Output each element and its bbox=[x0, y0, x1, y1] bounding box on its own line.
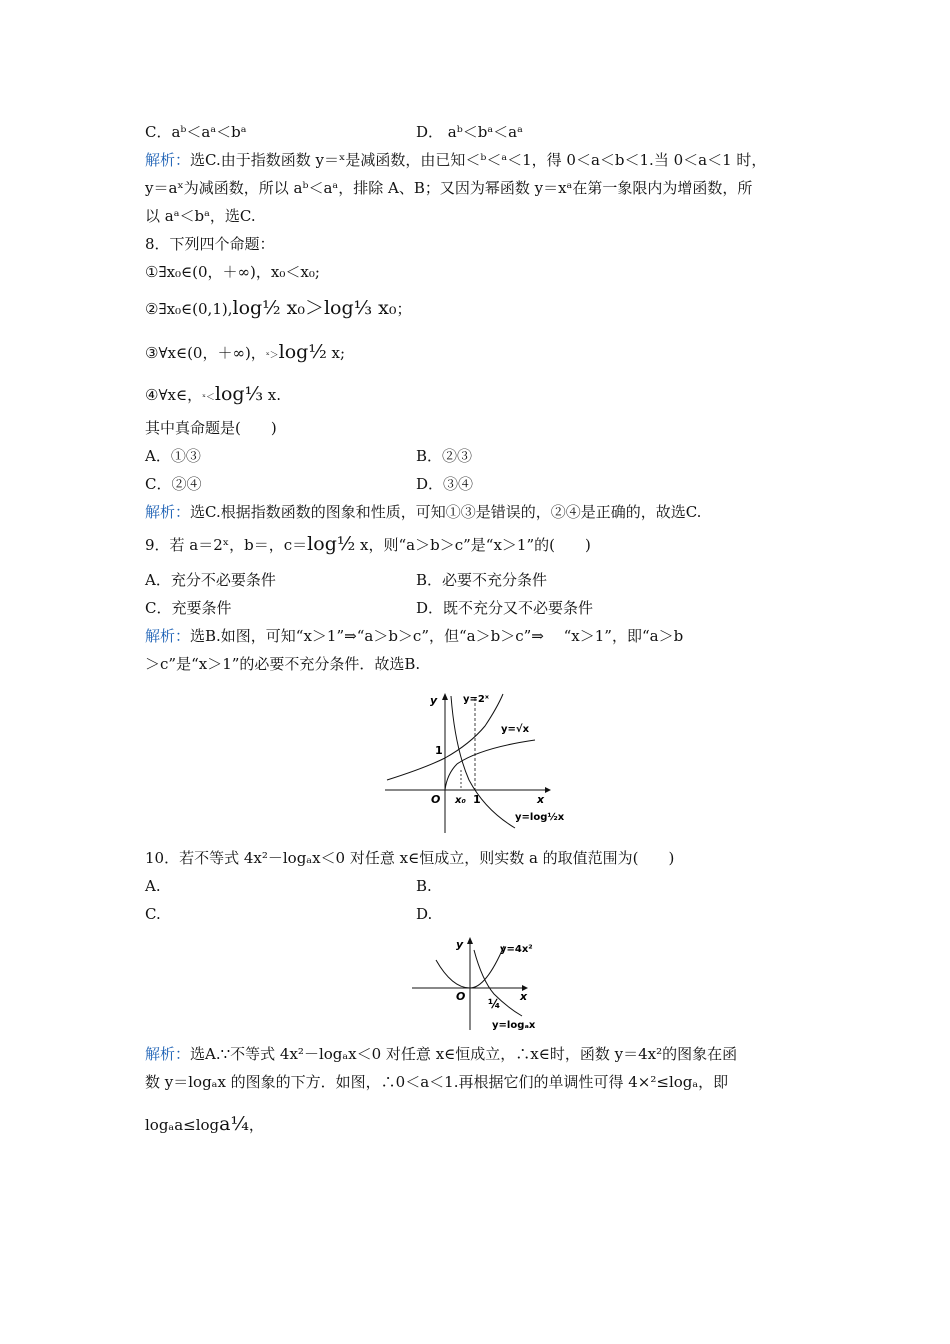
solution-label: 解析： bbox=[145, 151, 191, 169]
q9-stem-part-2: x，则“a＞b＞c”是“x＞1”的( ) bbox=[355, 536, 591, 554]
q8-proposition-1: ①∃x₀∈(0，＋∞)，x₀＜x₀; bbox=[145, 263, 320, 281]
q9-solution-line-1 bbox=[145, 626, 683, 646]
quarter-label: ¼ bbox=[488, 997, 501, 1011]
q8-option-c: C．②④ bbox=[145, 475, 202, 493]
q7-option-d: D． aᵇ＜bᵃ＜aᵃ bbox=[416, 123, 523, 141]
q8-p2-prefix: ②∃x₀∈(0,1), bbox=[145, 300, 233, 318]
x-axis-label: x bbox=[520, 990, 528, 1003]
q7-solution-line-3: 以 aᵃ＜bᵃ，选C. bbox=[145, 207, 256, 225]
origin-label: O bbox=[431, 793, 441, 806]
y-axis-label: y bbox=[430, 694, 438, 707]
q10-option-a: A. bbox=[145, 877, 161, 895]
q10-solution-comma: ， bbox=[248, 1116, 264, 1134]
q9-function-graph bbox=[385, 688, 565, 836]
curve-quad-label: y=4x² bbox=[500, 944, 533, 955]
q8-proposition-3 bbox=[145, 342, 345, 366]
q8-option-d: D．③④ bbox=[416, 475, 474, 493]
q8-p3-log: log½ bbox=[278, 341, 327, 363]
q9-solution-line-2: ＞c”是“x＞1”的必要不充分条件．故选B. bbox=[145, 655, 421, 673]
q8-option-a: A．①③ bbox=[145, 447, 201, 465]
x-axis-label: x bbox=[537, 793, 545, 806]
q10-option-b: B. bbox=[416, 877, 432, 895]
q9-option-b: B．必要不充分条件 bbox=[416, 571, 548, 589]
q10-solution-line-2: 数 y＝logₐx 的图象的下方．如图，∴0＜a＜1.再根据它们的单调性可得 4×²≤logₐ，即 bbox=[145, 1073, 729, 1091]
solution-label: 解析： bbox=[145, 503, 191, 521]
curve-exp-label: y=2ˣ bbox=[463, 694, 489, 705]
q9-option-c: C．充要条件 bbox=[145, 599, 232, 617]
q8-p4-log: log⅓ bbox=[214, 383, 263, 405]
q10-option-c: C. bbox=[145, 905, 161, 923]
q7-solution-text-1: 选C.由于指数函数 y＝ˣ是减函数，由已知＜ᵇ＜ᵃ＜1，得 0＜a＜b＜1.当 0＜a＜1 时， bbox=[190, 151, 767, 169]
solution-label: 解析： bbox=[145, 627, 191, 645]
curve-sqrt-label: y=√x bbox=[501, 724, 530, 735]
q9-stem bbox=[145, 534, 591, 555]
q8-p3-power: ˣ＞ bbox=[265, 351, 279, 361]
q10-stem: 10．若不等式 4x²－logₐx＜0 对任意 x∈恒成立，则实数 a 的取值范围为( ) bbox=[145, 849, 675, 867]
x-axis-arrow-icon bbox=[545, 787, 551, 793]
q10-solution-line-1 bbox=[145, 1044, 737, 1064]
curve-log-label: y=logₐx bbox=[492, 1020, 536, 1031]
q8-p2-formula: log½ x₀＞log⅓ x₀ bbox=[232, 297, 397, 319]
q9-option-d: D．既不充分又不必要条件 bbox=[416, 599, 594, 617]
q8-proposition-2 bbox=[145, 298, 411, 319]
q9-option-a: A．充分不必要条件 bbox=[145, 571, 276, 589]
q8-p2-suffix: ； bbox=[396, 300, 412, 318]
q9-stem-log: log½ bbox=[307, 533, 356, 555]
q8-p4-power: ˣ＜ bbox=[202, 393, 215, 403]
origin-label: O bbox=[456, 990, 466, 1003]
q9-solution-text-1: 选B.如图，可知“x＞1”⇒“a＞b＞c”，但“a＞b＞c”⇒ “x＞1”，即“a＞b bbox=[190, 627, 684, 645]
q7-solution-line-2: y＝aˣ为减函数，所以 aᵇ＜aᵃ，排除 A、B；又因为幂函数 y＝xᵃ在第一象限内为增函数，所 bbox=[145, 179, 753, 197]
q10-option-d: D. bbox=[416, 905, 433, 923]
x0-label: x₀ bbox=[455, 795, 466, 806]
q8-question: 其中真命题是( ) bbox=[145, 419, 277, 437]
q8-proposition-4 bbox=[145, 384, 281, 408]
q10-solution-log: logₐa≤log bbox=[145, 1116, 220, 1134]
q8-p4-suffix: x. bbox=[263, 386, 281, 404]
q7-solution-line-1 bbox=[145, 150, 766, 170]
q10-solution-text-1: 选A.∵不等式 4x²－logₐx＜0 对任意 x∈恒成立，∴x∈时，函数 y＝4x²的图象在函 bbox=[190, 1045, 738, 1063]
q10-solution-power: a¼ bbox=[219, 1113, 249, 1135]
y-axis-label: y bbox=[456, 938, 464, 951]
y-axis-arrow-icon bbox=[442, 693, 448, 700]
x-one-label: 1 bbox=[473, 793, 481, 806]
solution-label: 解析： bbox=[145, 1045, 191, 1063]
q10-solution-line-3 bbox=[145, 1114, 264, 1135]
y-one-label: 1 bbox=[435, 744, 443, 757]
q8-p3-suffix: x; bbox=[326, 344, 346, 362]
q7-option-c: C．aᵇ＜aᵃ＜bᵃ bbox=[145, 123, 247, 141]
q8-p3-prefix: ③∀x∈(0，＋∞)， bbox=[145, 344, 266, 362]
q8-stem: 8．下列四个命题： bbox=[145, 235, 275, 253]
q9-stem-part-1: 9．若 a＝2ˣ，b＝，c＝ bbox=[145, 536, 308, 554]
q8-solution bbox=[145, 502, 701, 522]
q8-p4-prefix: ④∀x∈， bbox=[145, 386, 203, 404]
q8-option-b: B．②③ bbox=[416, 447, 473, 465]
y-axis-arrow-icon bbox=[467, 937, 473, 944]
curve-log-label: y=log½x bbox=[515, 812, 565, 823]
q8-solution-text: 选C.根据指数函数的图象和性质，可知①③是错误的，②④是正确的，故选C. bbox=[190, 503, 702, 521]
q10-function-graph bbox=[412, 932, 542, 1034]
